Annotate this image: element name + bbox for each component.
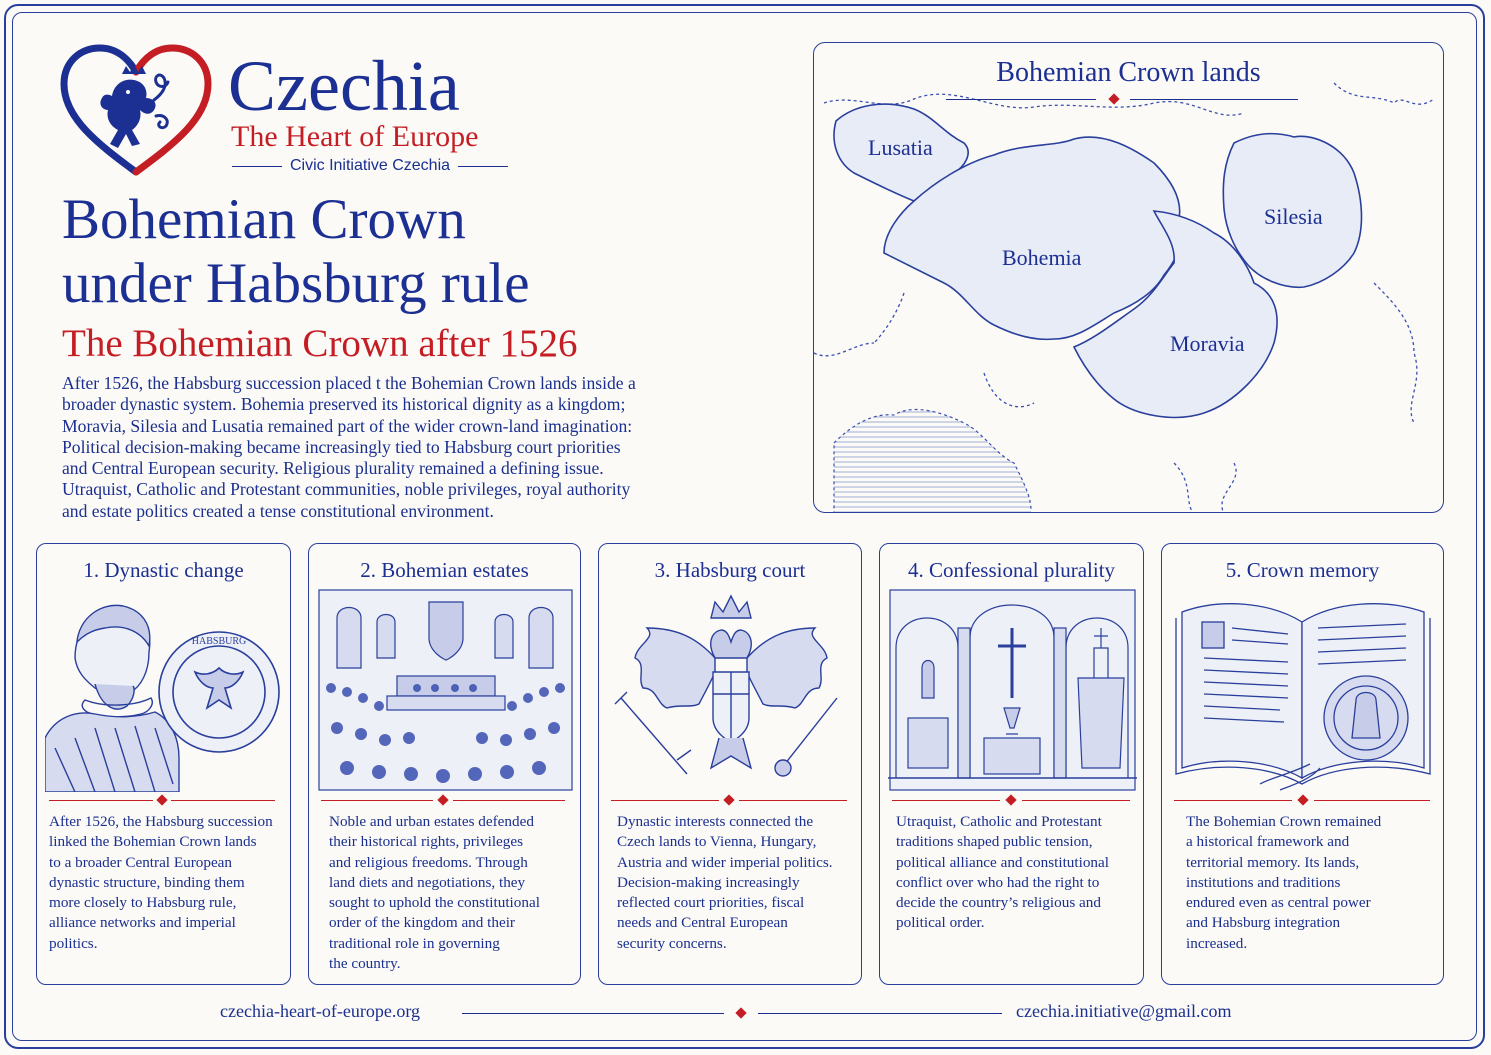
card-bohemian-estates xyxy=(308,543,581,985)
crown-lands-map xyxy=(813,42,1444,513)
page-title-line-2: under Habsburg rule xyxy=(62,252,530,315)
card-crown-memory xyxy=(1161,543,1444,985)
eagle-heads xyxy=(711,630,752,658)
page-subtitle: The Bohemian Crown after 1526 xyxy=(62,322,578,365)
seal-text: HABSBURG xyxy=(191,636,247,647)
hall-window-right xyxy=(529,608,553,669)
card-line: sought to uphold the constitutional xyxy=(329,894,540,912)
card-line: Czech lands to Vienna, Hungary, xyxy=(617,833,817,851)
card-body xyxy=(617,812,855,954)
imperial-crown xyxy=(711,596,751,618)
border-southeast xyxy=(1222,463,1236,513)
double-eagle-illustration xyxy=(607,588,855,792)
card-line: a historical framework and xyxy=(1186,833,1350,851)
illuminated-initial xyxy=(1202,622,1224,648)
eagle-wing-left xyxy=(635,628,715,708)
footer-email-link[interactable]: czechia.initiative@gmail.com xyxy=(1016,1001,1232,1021)
manuscript-illustration xyxy=(1170,588,1437,792)
map-label-silesia: Silesia xyxy=(1264,204,1323,229)
card-line: linked the Bohemian Crown lands xyxy=(49,833,257,851)
card-line: territorial memory. Its lands, xyxy=(1186,853,1360,871)
intro-line: After 1526, the Habsburg succession placed t the Bohemian Crown lands inside a xyxy=(62,373,636,393)
map-label-lusatia: Lusatia xyxy=(868,135,933,160)
card-title: 3. Habsburg court xyxy=(654,558,806,582)
card-line: institutions and traditions xyxy=(1186,873,1341,891)
card-line: political order. xyxy=(896,914,985,932)
intro-paragraph xyxy=(62,373,702,522)
orb xyxy=(775,760,791,776)
hall-window-left xyxy=(337,608,361,669)
footer-rule-right xyxy=(758,1013,1002,1014)
seal-figure xyxy=(1352,693,1380,739)
card-rule-left xyxy=(611,800,719,801)
card-line: The Bohemian Crown remained xyxy=(1186,813,1382,830)
card-title: 4. Confessional plurality xyxy=(907,558,1116,582)
card-line: politics. xyxy=(49,934,98,952)
card-body xyxy=(1186,812,1437,954)
card-line: their historical rights, privileges xyxy=(329,833,524,851)
heart-lion-logo-icon xyxy=(58,44,214,178)
card-line: dynastic structure, binding them xyxy=(49,873,245,891)
card-line: reflected court priorities, fiscal xyxy=(617,894,805,912)
card-rule-left xyxy=(1174,800,1292,801)
card-diamond-icon xyxy=(156,794,167,805)
card-diamond-icon xyxy=(1297,794,1308,805)
org-name: Civic Initiative Czechia xyxy=(289,157,451,174)
intro-line: broader dynastic system. Bohemia preserved its historical dignity as a kingdom; xyxy=(62,394,626,415)
card-line: to a broader Central European xyxy=(49,853,233,871)
card-dynastic-change xyxy=(36,543,291,985)
card-line: Utraquist, Catholic and Protestant xyxy=(896,813,1102,830)
hatched-neighbour-region xyxy=(834,410,1031,513)
card-diamond-icon xyxy=(723,794,734,805)
ruler-portrait-illustration xyxy=(45,588,284,792)
map-title-rule-left xyxy=(946,99,1096,100)
card-line: increased. xyxy=(1186,934,1248,952)
card-rule-right xyxy=(739,800,847,801)
card-rule-right xyxy=(453,800,565,801)
habsburg-seal xyxy=(159,632,279,752)
intro-line: Utraquist, Catholic and Protestant communities, noble privileges, royal authority xyxy=(62,479,631,500)
card-rule-right xyxy=(1314,800,1430,801)
card-rule-left xyxy=(49,800,153,801)
border-east xyxy=(1374,283,1417,423)
org-rule-right xyxy=(458,166,508,167)
eagle-tail xyxy=(711,738,751,768)
hall-dais xyxy=(397,676,495,696)
card-line: alliance networks and imperial xyxy=(49,914,236,932)
pulpit xyxy=(1078,678,1124,768)
card-rule-right xyxy=(1022,800,1130,801)
card-habsburg-court xyxy=(598,543,862,985)
card-line: decide the country’s religious and xyxy=(896,894,1101,912)
church-interior-illustration xyxy=(888,588,1137,792)
card-body xyxy=(896,812,1137,934)
card-line: land diets and negotiations, they xyxy=(329,873,526,891)
card-line: order of the kingdom and their xyxy=(329,914,515,932)
main-altar xyxy=(984,738,1040,774)
assembly-hall-illustration xyxy=(317,588,574,792)
card-line: After 1526, the Habsburg succession xyxy=(49,813,273,830)
border-west xyxy=(814,343,874,356)
map-label-moravia: Moravia xyxy=(1170,331,1245,356)
side-altar xyxy=(908,718,948,768)
intro-line: and Central European security. Religious plurality remained a defining issue. xyxy=(62,458,604,479)
card-line: Austria and wider imperial politics. xyxy=(617,853,833,871)
map-title: Bohemian Crown lands xyxy=(996,57,1261,88)
card-line: traditional role in governing xyxy=(329,934,500,952)
org-rule-left xyxy=(232,166,282,167)
card-line: Noble and urban estates defended xyxy=(329,813,534,830)
book-left-page xyxy=(1182,604,1302,778)
card-line: security concerns. xyxy=(617,934,727,952)
intro-line: Moravia, Silesia and Lusatia remained part of the wider crown-land imagination: xyxy=(62,415,633,436)
card-line: conflict over who had the right to xyxy=(896,873,1100,891)
page-title-line-1: Bohemian Crown xyxy=(62,188,466,251)
statue xyxy=(922,661,934,699)
card-line: Decision-making increasingly xyxy=(617,873,800,891)
card-title: 2. Bohemian estates xyxy=(360,558,529,582)
footer-rule-left xyxy=(462,1013,724,1014)
card-line: more closely to Habsburg rule, xyxy=(49,894,237,912)
brand-title: Czechia xyxy=(228,46,460,126)
footer-website-link[interactable]: czechia-heart-of-europe.org xyxy=(220,1001,421,1021)
card-line: and religious freedoms. Through xyxy=(329,853,528,871)
ruler-robe xyxy=(45,712,179,792)
hall-window-mid-right xyxy=(495,615,513,659)
border-south xyxy=(984,373,1034,407)
card-line: needs and Central European xyxy=(617,914,788,932)
card-line: endured even as central power xyxy=(1186,894,1371,912)
card-title: 5. Crown memory xyxy=(1225,558,1380,582)
border-southwest xyxy=(874,293,904,343)
card-line: political alliance and constitutional xyxy=(896,853,1109,871)
card-line: traditions shaped public tension, xyxy=(896,833,1093,851)
eagle-wing-right xyxy=(747,628,827,708)
card-confessional-plurality xyxy=(879,543,1144,985)
brand-subtitle: The Heart of Europe xyxy=(231,120,479,153)
card-diamond-icon xyxy=(1005,794,1016,805)
card-line: Dynastic interests connected the xyxy=(617,813,814,830)
card-rule-left xyxy=(892,800,1000,801)
border-south-2 xyxy=(1174,463,1194,513)
card-title: 1. Dynastic change xyxy=(83,558,244,582)
card-line: the country. xyxy=(329,955,401,973)
hall-table xyxy=(387,696,505,710)
hall-coat-of-arms xyxy=(429,602,463,660)
map-label-bohemia: Bohemia xyxy=(1002,245,1082,270)
brand-org xyxy=(232,157,508,175)
card-rule-left xyxy=(321,800,433,801)
card-body xyxy=(329,812,574,974)
page-title xyxy=(62,188,530,316)
card-rule-right xyxy=(171,800,275,801)
intro-line: and estate politics created a tense constitutional environment. xyxy=(62,500,494,521)
map-title-rule-right xyxy=(1130,99,1298,100)
map-drawing xyxy=(814,43,1444,513)
card-line: and Habsburg integration xyxy=(1186,914,1341,932)
card-diamond-icon xyxy=(437,794,448,805)
intro-line: Political decision-making became increasingly tied to Habsburg court priorities xyxy=(62,436,621,457)
hall-window-mid-left xyxy=(377,615,395,659)
card-body xyxy=(49,812,284,954)
